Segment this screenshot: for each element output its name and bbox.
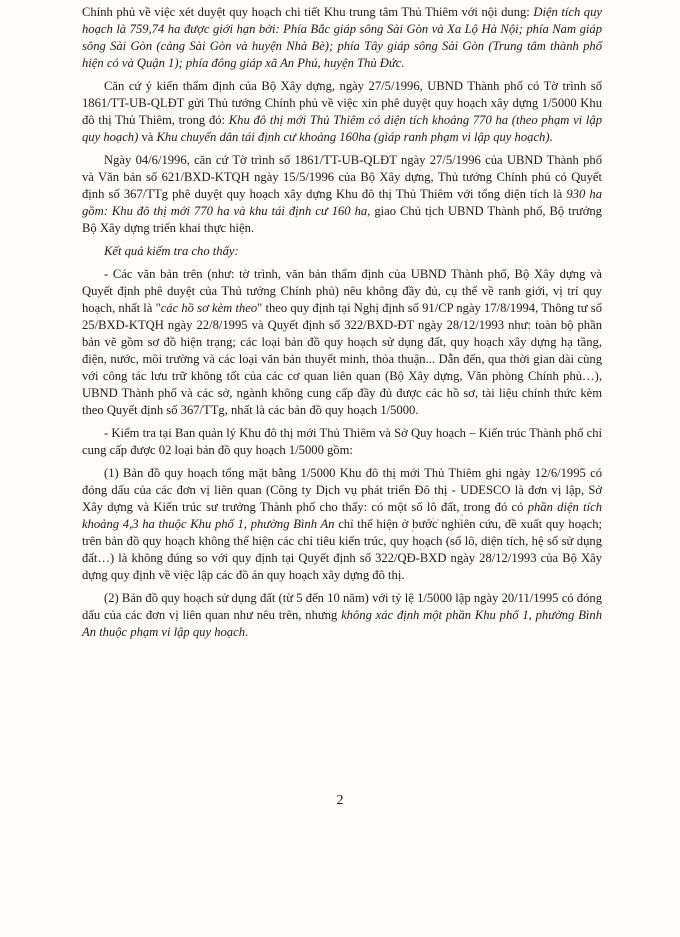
- document-body: [82, 4, 602, 647]
- text: , giao Chủ tịch UBND Thành phố, Bộ trưởng Bộ Xây dựng triển khai thực hiện.: [82, 204, 602, 235]
- italic-text: không xác định một phần Khu phố 1, phường Bình An thuộc phạm vi lập quy hoạch: [82, 608, 602, 639]
- paragraph-5: - Kiểm tra tại Ban quản lý Khu đô thị mới Thủ Thiêm và Sở Quy hoạch – Kiến trúc Thành phố chỉ cung cấp được 02 loại bản đồ quy hoạch 1/5000 gồm:: [82, 426, 602, 457]
- italic-text: Khu đô thị mới Thủ Thiêm có diện tích khoảng 770 ha (theo phạm vi lập quy hoạch): [82, 113, 603, 144]
- paragraph-3: [82, 152, 602, 237]
- text: (2) Bản đồ quy hoạch sử dụng đất (từ 5 đến 10 năm) với tỷ lệ 1/5000 lập ngày 20/11/1995 có đóng dấu của các đơn vị liên quan như nêu trên, nhưng: [82, 591, 602, 622]
- text: Chính phủ về việc xét duyệt quy hoạch chi tiết Khu trung tâm Thủ Thiêm với nội dung:: [82, 5, 534, 19]
- text: (1) Bản đồ quy hoạch tổng mặt bằng 1/5000 Khu đô thị mới Thủ Thiêm ghi ngày 12/6/1995 có đóng dấu của các đơn vị liên quan (Công ty Dịch vụ phát triển Đô thị - UDESCO là đơn vị lập, Sở Xây dựng và Kiến trúc sư trưởng Thành phố cho thấy: có một số lô đất, trong đó có: [82, 466, 602, 514]
- paragraph-4: [82, 266, 602, 419]
- text: Ngày 04/6/1996, căn cứ Tờ trình số 1861/TT-UB-QLĐT ngày 27/5/1996 của UBND Thành phố và Văn bản số 621/BXD-KTQH ngày 15/5/1996 của Bộ Xây dựng, Thủ tướng Chính phủ có Quyết định số 367/TTg phê duyệt quy hoạch xây dựng Khu đô thị Thủ Thiêm với tổng diện tích là: [82, 153, 602, 201]
- italic-text: phần diện tích khoảng 4,3 ha thuộc Khu phố 1, phường Bình An: [82, 500, 602, 531]
- italic-text: 930 ha gồm: Khu đô thị mới 770 ha và khu tái định cư 160 ha: [82, 187, 602, 218]
- paragraph-2: [82, 78, 602, 146]
- italic-text: Diện tích quy hoạch là 759,74 ha được giới hạn bởi: Phía Bắc giáp sông Sài Gòn và Xa Lộ Hà Nội; phía Nam giáp sông Sài Gòn (cảng Sài Gòn và huyện Nhà Bè); phía Tây giáp sông Sài Gòn (Trung tâm thành phố hiện có và Quận 1); phía đông giáp xã An Phú, huyện Thủ Đức.: [82, 5, 602, 70]
- text: " theo quy định tại Nghị định số 91/CP ngày 17/8/1994, Thông tư số 25/BXD-KTQH ngày 22/8/1995 và Quyết định số 322/BXD-ĐT ngày 28/12/1993 như: toàn bộ phần bản vẽ gồm sơ đồ hiện trạng; các loại bản đồ quy hoạch sử dụng đất, quy hoạch xây dựng hạ tầng, điện, nước, môi trường và các loại văn bản thuyết minh, thỏa thuận... Dẫn đến, qua thời gian dài cùng với công tác lưu trữ không tốt của các cơ quan liên quan (Bộ Xây dựng, Văn phòng Chính phủ…), UBND Thành phố và các sở, ngành không cung cấp đầy đủ được các hồ sơ, tài liệu chính thức kèm theo Quyết định số 367/TTg, nhất là các bản đồ quy hoạch 1/5000.: [82, 301, 603, 417]
- paragraph-6: [82, 465, 602, 584]
- text: Căn cứ ý kiến thẩm định của Bộ Xây dựng, ngày 27/5/1996, UBND Thành phố có Tờ trình số 1861/TT-UB-QLĐT gửi Thủ tướng Chính phủ về việc xin phê duyệt quy hoạch xây dựng 1/5000 Khu đô thị Thủ Thiêm, trong đó:: [82, 79, 602, 127]
- italic-text: các hồ sơ kèm theo: [160, 301, 258, 315]
- paragraph-7: [82, 590, 602, 641]
- text: - Các văn bản trên (như: tờ trình, văn bản thẩm định của UBND Thành phố, Bộ Xây dựng và Quyết định phê duyệt của Thủ tướng Chính phủ) nêu không đầy đủ, cụ thể về ranh giới, vị trí quy hoạch, nhất là ": [82, 267, 602, 315]
- paragraph-1: [82, 4, 602, 72]
- text: và: [138, 130, 157, 144]
- inspection-results-heading: Kết quả kiểm tra cho thấy:: [104, 244, 239, 258]
- text: .: [549, 130, 553, 144]
- italic-text: Khu chuyển dân tái định cư khoảng 160ha (giáp ranh phạm vi lập quy hoạch): [156, 130, 550, 144]
- text: chỉ thể hiện ở bước nghiên cứu, đề xuất quy hoạch; trên bản đồ quy hoạch không thể hiện các chỉ tiêu kiến trúc, quy hoạch (số lô, diện tích, hệ số sử dụng đất…) là không đúng so với quy định tại Quyết định số 322/QĐ-BXD ngày 28/12/1993 của Bộ Xây dựng quy định về việc lập các đồ án quy hoạch xây dựng đô thị.: [82, 517, 602, 582]
- text: .: [245, 625, 249, 639]
- page-number: 2: [336, 793, 344, 808]
